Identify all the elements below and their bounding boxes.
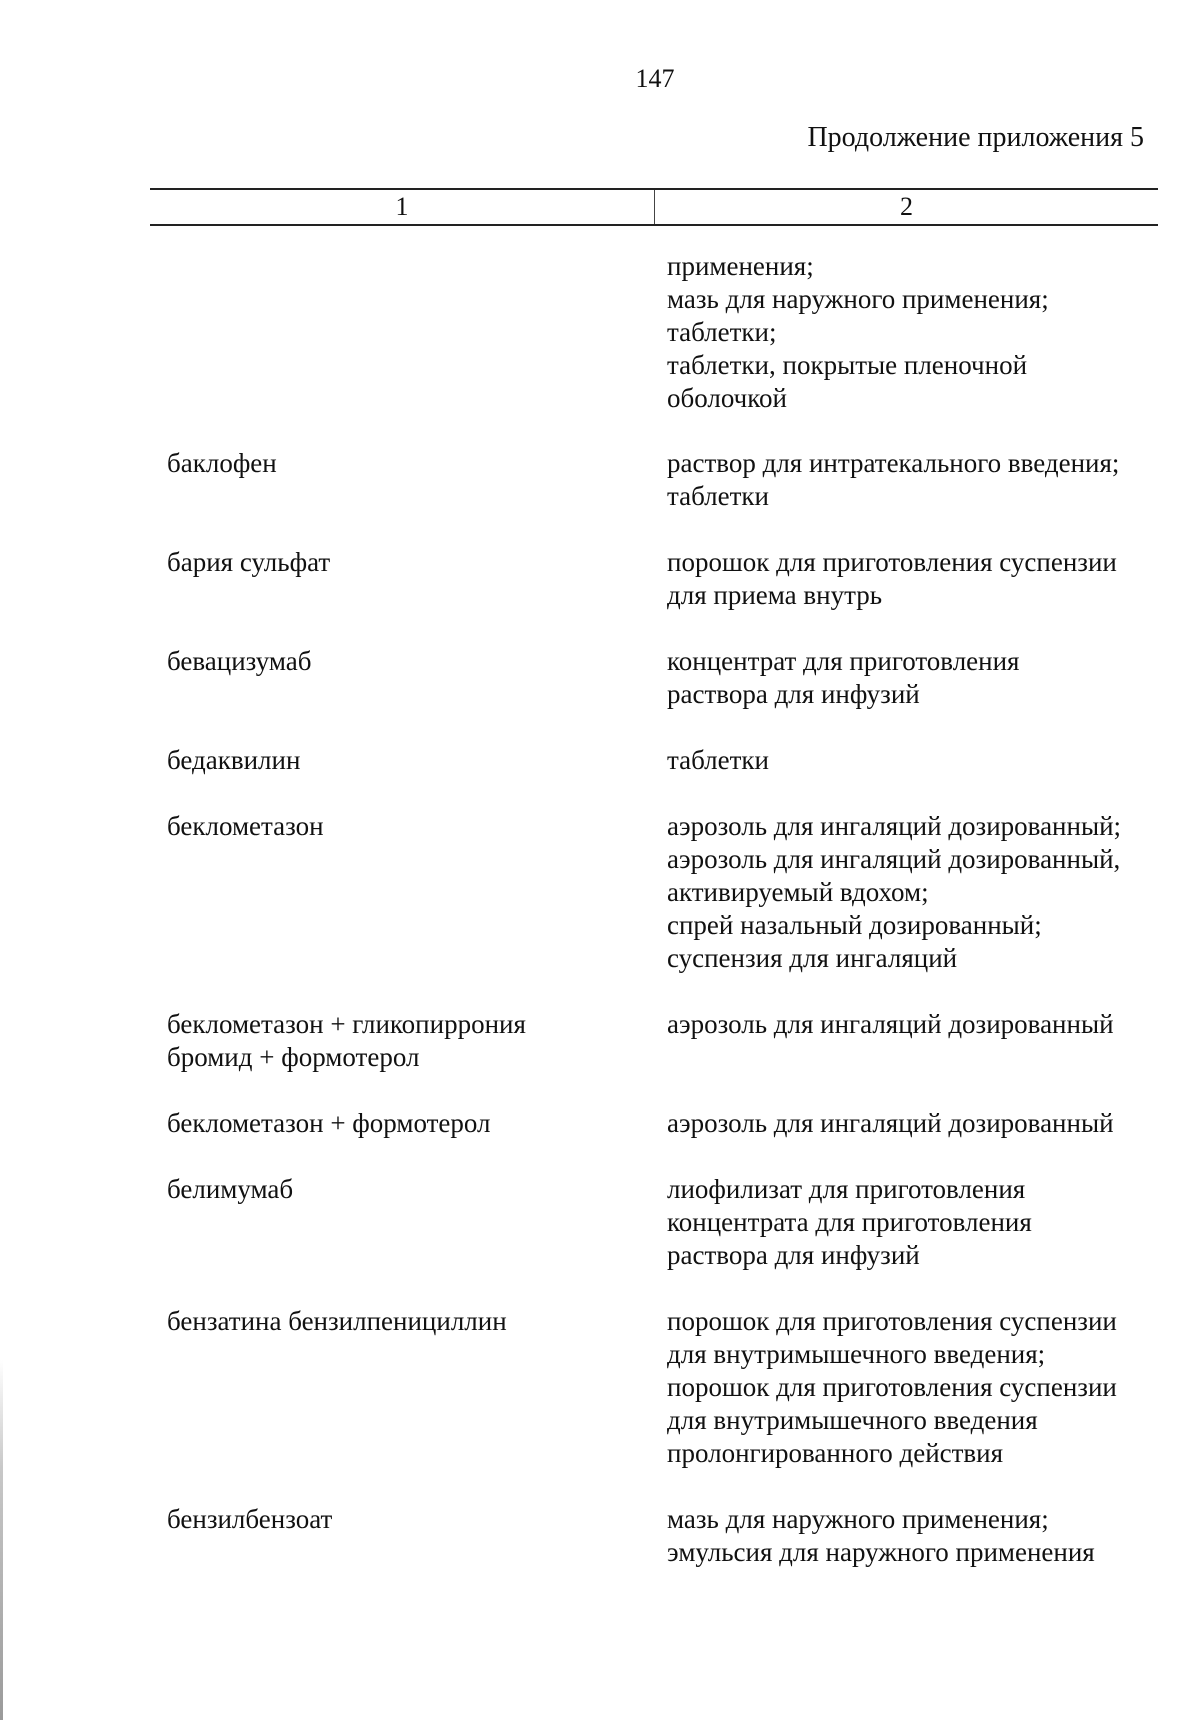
dosage-forms: порошок для приготовления суспензии для приема внутрь bbox=[667, 547, 1117, 610]
drug-name: беклометазон + гликопиррония бромид + формотерол bbox=[167, 1009, 526, 1072]
dosage-forms: раствор для интратекального введения; таблетки bbox=[667, 448, 1120, 511]
drug-name: белимумаб bbox=[167, 1174, 294, 1204]
table-row bbox=[0, 744, 1200, 777]
scan-edge-shadow bbox=[0, 1360, 3, 1720]
drug-name: бевацизумаб bbox=[167, 646, 312, 676]
dosage-forms: таблетки bbox=[667, 745, 770, 775]
dosage-forms: аэрозоль для ингаляций дозированный; аэрозоль для ингаляций дозированный, активируемый вдохом; спрей назальный дозированный; суспензия для ингаляций bbox=[667, 811, 1122, 973]
appendix-title: Продолжение приложения 5 bbox=[807, 122, 1144, 153]
table-row bbox=[0, 1107, 1200, 1140]
table-header bbox=[150, 188, 1158, 226]
page-number: 147 bbox=[635, 64, 675, 93]
drug-name: бензилбензоат bbox=[167, 1504, 333, 1534]
table-row bbox=[0, 645, 1200, 711]
dosage-forms: применения; мазь для наружного применения; таблетки; таблетки, покрытые пленочной оболочкой bbox=[667, 251, 1049, 413]
table-row bbox=[0, 1503, 1200, 1569]
column-header-2: 2 bbox=[900, 192, 913, 221]
table-row bbox=[0, 250, 1200, 415]
medicine-table-body bbox=[0, 250, 1200, 1569]
drug-name: баклофен bbox=[167, 448, 277, 478]
dosage-forms: порошок для приготовления суспензии для внутримышечного введения; порошок для приготовления суспензии для внутримышечного введения пролонгированного действия bbox=[667, 1306, 1117, 1468]
dosage-forms: аэрозоль для ингаляций дозированный bbox=[667, 1108, 1114, 1138]
dosage-forms: мазь для наружного применения; эмульсия для наружного применения bbox=[667, 1504, 1095, 1567]
dosage-forms: аэрозоль для ингаляций дозированный bbox=[667, 1009, 1114, 1039]
drug-name: беклометазон + формотерол bbox=[167, 1108, 491, 1138]
drug-name: беклометазон bbox=[167, 811, 324, 841]
column-header-1: 1 bbox=[395, 192, 409, 221]
table-row bbox=[0, 1305, 1200, 1470]
dosage-forms: концентрат для приготовления раствора для инфузий bbox=[667, 646, 1020, 709]
table-row bbox=[0, 546, 1200, 612]
drug-name: бензатина бензилпенициллин bbox=[167, 1306, 507, 1336]
table-row bbox=[0, 810, 1200, 975]
dosage-forms: лиофилизат для приготовления концентрата для приготовления раствора для инфузий bbox=[667, 1174, 1032, 1270]
drug-name: бедаквилин bbox=[167, 745, 301, 775]
table-row bbox=[0, 1008, 1200, 1074]
table-row bbox=[0, 1173, 1200, 1272]
table-row bbox=[0, 447, 1200, 513]
drug-name: бария сульфат bbox=[167, 547, 331, 577]
